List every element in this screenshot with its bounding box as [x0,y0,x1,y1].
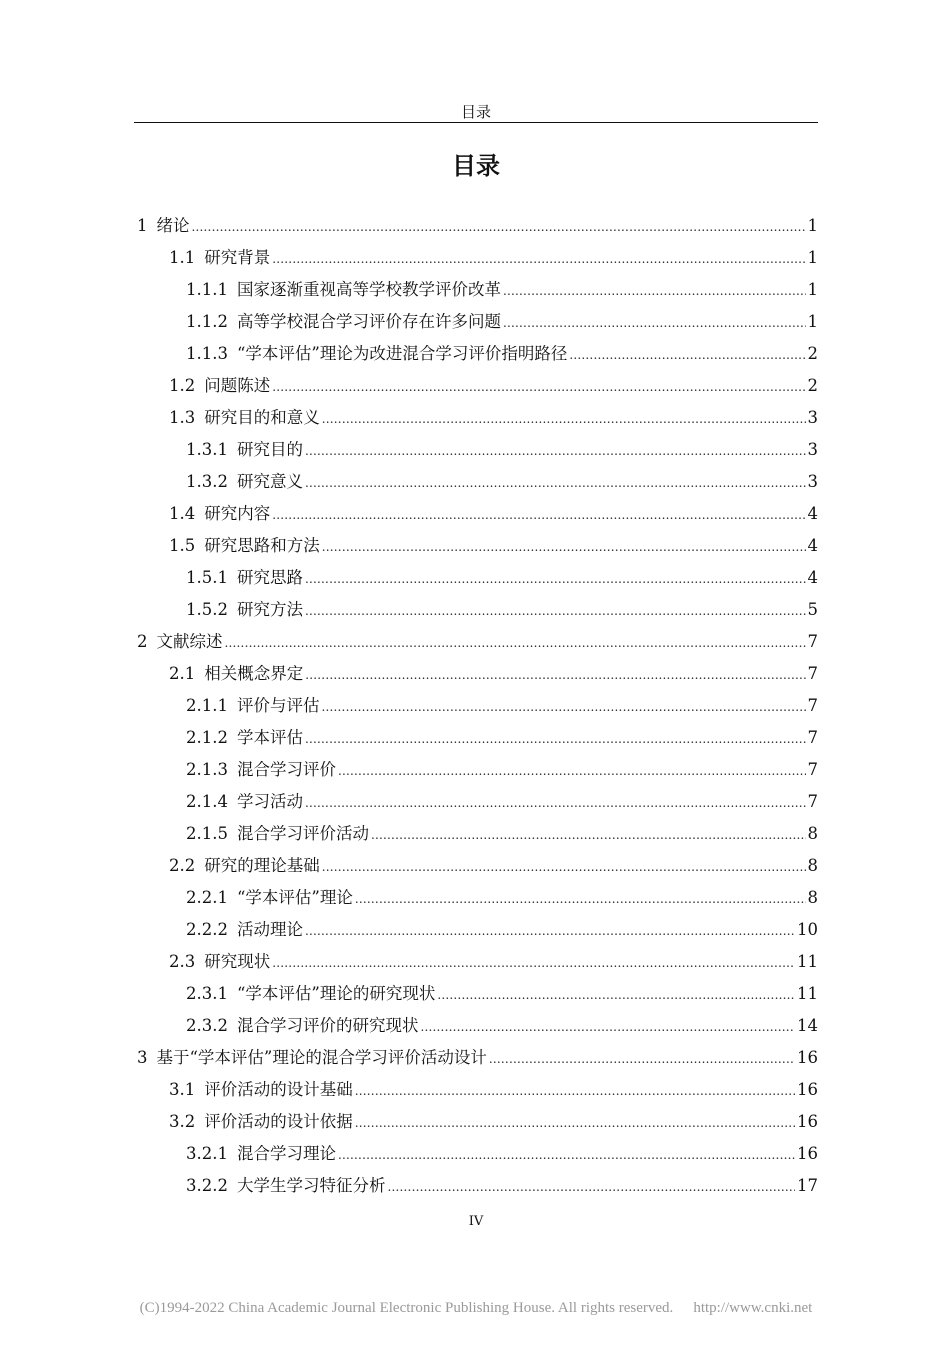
toc-entry-page: 1 [807,312,818,331]
toc-entry-label: 研究背景 [204,248,271,267]
running-header: 目录 [460,103,491,121]
toc-entry-number: 1.3.1 [186,440,228,459]
toc-entry-number: 1.2 [169,376,196,395]
toc-entry[interactable] [134,306,818,338]
toc-entry-label: 混合学习评价活动 [236,824,369,843]
toc-entry[interactable] [134,1010,818,1042]
toc-dot-leader [355,882,806,915]
toc-dot-leader [420,1010,795,1043]
toc-dot-leader [272,370,805,403]
toc-entry-page: 7 [807,664,818,683]
toc-dot-leader [225,626,806,659]
toc-entry-page: 8 [807,888,818,907]
copyright-text: (C)1994-2022 China Academic Journal Electronic Publishing House. All rights reserved. [139,1300,674,1316]
toc-entry[interactable] [134,850,818,882]
toc-entry-page: 16 [797,1080,818,1099]
toc-dot-leader [338,1138,795,1171]
toc-entry[interactable] [134,466,818,498]
toc-entry-number: 2.3.1 [186,984,228,1003]
toc-entry-page: 2 [807,376,818,395]
toc-entry[interactable] [134,562,818,594]
toc-entry-label: 学习活动 [236,792,303,811]
toc-entry[interactable] [134,530,818,562]
toc-entry-number: 2.1.3 [186,760,228,779]
toc-entry-page: 3 [807,472,818,491]
toc-entry-number: 2.2 [169,856,196,875]
toc-entry-label: 问题陈述 [204,376,271,395]
toc-entry-number: 2.2.2 [186,920,228,939]
toc-dot-leader [387,1170,795,1203]
toc-entry-label: 混合学习评价 [236,760,336,779]
toc-entry[interactable] [134,658,818,690]
toc-entry[interactable] [134,402,818,434]
toc-entry[interactable] [134,1138,818,1170]
toc-dot-leader [503,306,806,339]
toc-entry-page: 8 [807,856,818,875]
toc-dot-leader [321,690,805,723]
toc-entry-label: 绪论 [156,216,190,235]
toc-dot-leader [489,1042,795,1075]
toc-entry[interactable] [134,978,818,1010]
toc-dot-leader [272,242,805,275]
toc-entry-label: 研究目的 [236,440,303,459]
toc-entry-number: 1 [137,216,148,235]
toc-entry[interactable] [134,1042,818,1074]
toc-entry-number: 2.1.5 [186,824,228,843]
toc-entry-number: 1.1 [169,248,196,267]
toc-entry[interactable] [134,210,818,242]
toc-dot-leader [322,850,806,883]
toc-entry-label: 活动理论 [236,920,303,939]
toc-dot-leader [322,402,806,435]
toc-entry-page: 5 [807,600,818,619]
toc-entry-label: 研究意义 [236,472,303,491]
toc-entry[interactable] [134,1106,818,1138]
toc-entry[interactable] [134,786,818,818]
toc-entry-number: 1.1.3 [186,344,228,363]
toc-entry-label: 研究目的和意义 [204,408,320,427]
toc-entry[interactable] [134,1074,818,1106]
toc-dot-leader [338,754,806,787]
toc-entry-number: 2.1 [169,664,196,683]
toc-dot-leader [569,338,805,371]
toc-entry[interactable] [134,338,818,370]
toc-entry-page: 7 [807,632,818,651]
toc-entry-page: 1 [807,248,818,267]
toc-entry-number: 2.3.2 [186,1016,228,1035]
toc-entry-number: 3.1 [169,1080,196,1099]
toc-entry-label: 评价与评估 [236,696,320,715]
toc-entry-page: 2 [807,344,818,363]
toc-entry-number: 1.1.1 [186,280,228,299]
toc-entry[interactable] [134,818,818,850]
toc-entry-label: 研究方法 [236,600,303,619]
toc-entry-label: 混合学习理论 [236,1144,336,1163]
page-number: IV [468,1214,484,1229]
toc-entry-page: 3 [807,408,818,427]
toc-entry[interactable] [134,914,818,946]
toc-entry[interactable] [134,498,818,530]
toc-entry-page: 10 [797,920,818,939]
header-rule [134,122,818,123]
toc-dot-leader [305,658,805,691]
toc-entry-label: 基于“学本评估”理论的混合学习评价活动设计 [156,1048,487,1067]
toc-entry-number: 2.3 [169,952,196,971]
toc-entry-page: 7 [807,696,818,715]
toc-entry-number: 3.2 [169,1112,196,1131]
toc-entry-page: 7 [807,760,818,779]
toc-entry-label: 研究思路 [236,568,303,587]
toc-entry-number: 2.1.2 [186,728,228,747]
page-title: 目录 [452,152,500,180]
toc-entry-number: 2.1.1 [186,696,228,715]
toc-entry-page: 3 [807,440,818,459]
toc-entry[interactable] [134,242,818,274]
toc-entry-label: 大学生学习特征分析 [236,1176,386,1195]
toc-dot-leader [503,274,806,307]
toc-entry-number: 1.3 [169,408,196,427]
toc-entry-number: 2 [137,632,148,651]
toc-dot-leader [272,946,795,979]
toc-entry-number: 1.5 [169,536,196,555]
toc-entry-page: 11 [797,984,818,1003]
toc-entry-label: 研究思路和方法 [204,536,320,555]
toc-entry-number: 1.4 [169,504,196,523]
toc-entry-label: 相关概念界定 [204,664,304,683]
toc-entry-label: “学本评估”理论 [236,888,353,907]
toc-dot-leader [355,1074,795,1107]
toc-dot-leader [192,210,806,243]
toc-entry-label: 高等学校混合学习评价存在许多问题 [236,312,501,331]
toc-entry[interactable] [134,594,818,626]
toc-entry[interactable] [134,370,818,402]
toc-entry[interactable] [134,274,818,306]
toc-entry-label: 研究内容 [204,504,271,523]
toc-dot-leader [305,562,806,595]
toc-entry-label: 学本评估 [236,728,303,747]
toc-dot-leader [437,978,795,1011]
toc-entry[interactable] [134,1170,818,1202]
toc-entry-label: 研究现状 [204,952,271,971]
toc-entry-number: 3 [137,1048,148,1067]
toc-entry-page: 4 [807,568,818,587]
toc-entry-label: 混合学习评价的研究现状 [236,1016,419,1035]
toc-entry-number: 2.1.4 [186,792,228,811]
toc-entry-number: 1.5.1 [186,568,228,587]
toc-dot-leader [272,498,805,531]
toc-entry-page: 8 [807,824,818,843]
toc-entry-page: 4 [807,504,818,523]
toc-entry-page: 7 [807,792,818,811]
toc-entry-page: 16 [797,1144,818,1163]
toc-entry-label: 评价活动的设计依据 [204,1112,353,1131]
toc-entry-page: 1 [807,216,818,235]
toc-entry[interactable] [134,946,818,978]
toc-dot-leader [355,1106,795,1139]
toc-entry[interactable] [134,434,818,466]
toc-entry[interactable] [134,882,818,914]
toc-dot-leader [305,722,806,755]
toc-entry-number: 2.2.1 [186,888,228,907]
toc-dot-leader [305,594,806,627]
site-url: http://www.cnki.net [693,1300,813,1316]
toc-entry-page: 11 [797,952,818,971]
table-of-contents [134,210,818,1202]
toc-entry-number: 1.5.2 [186,600,228,619]
toc-dot-leader [371,818,806,851]
toc-entry-number: 1.3.2 [186,472,228,491]
toc-entry-number: 3.2.1 [186,1144,228,1163]
toc-entry-label: 国家逐渐重视高等学校教学评价改革 [236,280,501,299]
toc-entry-page: 16 [797,1112,818,1131]
toc-entry-number: 1.1.2 [186,312,228,331]
toc-dot-leader [305,434,806,467]
copyright-footer [0,1300,952,1317]
toc-entry-label: 文献综述 [156,632,223,651]
toc-entry[interactable] [134,690,818,722]
toc-dot-leader [305,466,806,499]
toc-entry-label: 评价活动的设计基础 [204,1080,353,1099]
toc-entry-page: 1 [807,280,818,299]
toc-entry-number: 3.2.2 [186,1176,228,1195]
toc-entry[interactable] [134,722,818,754]
toc-entry-label: “学本评估”理论的研究现状 [236,984,436,1003]
toc-entry-label: 研究的理论基础 [204,856,320,875]
toc-entry-page: 17 [797,1176,818,1195]
toc-entry[interactable] [134,754,818,786]
toc-entry-page: 16 [797,1048,818,1067]
toc-dot-leader [305,786,806,819]
toc-entry-label: “学本评估”理论为改进混合学习评价指明路径 [236,344,568,363]
toc-dot-leader [322,530,806,563]
toc-entry-page: 4 [807,536,818,555]
toc-dot-leader [305,914,795,947]
toc-entry[interactable] [134,626,818,658]
toc-entry-page: 14 [797,1016,818,1035]
toc-entry-page: 7 [807,728,818,747]
